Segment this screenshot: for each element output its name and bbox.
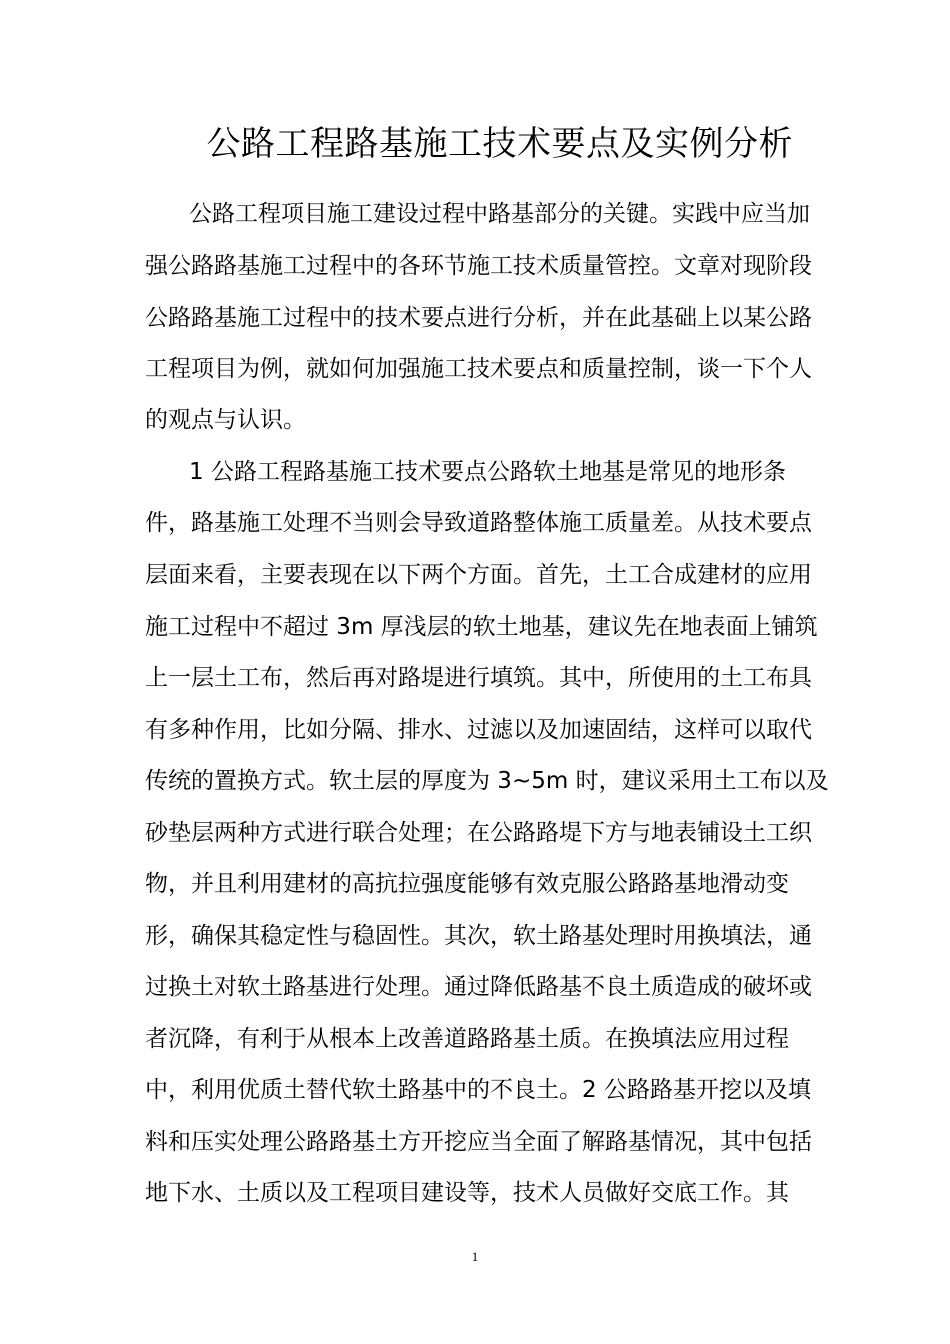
text-line: 施工过程中不超过 3m 厚浅层的软土地基，建议先在地表面上铺筑 — [145, 614, 818, 640]
text-line: 件，路基施工处理不当则会导致道路整体施工质量差。从技术要点 — [145, 510, 812, 536]
text-line: 的观点与认识。 — [145, 407, 306, 433]
text-line: 工程项目为例，就如何加强施工技术要点和质量控制，谈一下个人 — [145, 356, 812, 382]
text-line: 传统的置换方式。软土层的厚度为 3~5m 时，建议采用土工布以及 — [145, 768, 829, 794]
document-title: 公路工程路基施工技术要点及实例分析 — [206, 124, 793, 164]
text-line: 公路路基施工过程中的技术要点进行分析，并在此基础上以某公路 — [145, 305, 812, 331]
text-line: 强公路路基施工过程中的各环节施工技术质量管控。文章对现阶段 — [145, 253, 812, 279]
text-line: 形，确保其稳定性与稳固性。其次，软土路基处理时用换填法，通 — [145, 923, 812, 949]
text-line: 中，利用优质土替代软土路基中的不良土。2 公路路基开挖以及填 — [145, 1077, 811, 1103]
text-line: 1 公路工程路基施工技术要点公路软土地基是常见的地形条 — [189, 459, 786, 485]
text-line: 砂垫层两种方式进行联合处理；在公路路堤下方与地表铺设土工织 — [145, 820, 812, 846]
text-line: 物，并且利用建材的高抗拉强度能够有效克服公路路基地滑动变 — [145, 871, 789, 897]
text-line: 层面来看，主要表现在以下两个方面。首先，土工合成建材的应用 — [145, 562, 812, 588]
page-number: 1 — [471, 1249, 479, 1264]
text-line: 公路工程项目施工建设过程中路基部分的关键。实践中应当加 — [189, 201, 810, 227]
text-line: 过换土对软土路基进行处理。通过降低路基不良土质造成的破坏或 — [145, 974, 812, 1000]
text-line: 有多种作用，比如分隔、排水、过滤以及加速固结，这样可以取代 — [145, 717, 812, 743]
text-line: 地下水、土质以及工程项目建设等，技术人员做好交底工作。其 — [145, 1180, 789, 1206]
text-line: 料和压实处理公路路基土方开挖应当全面了解路基情况，其中包括 — [145, 1129, 812, 1155]
text-line: 上一层土工布，然后再对路堤进行填筑。其中，所使用的土工布具 — [145, 665, 812, 691]
text-line: 者沉降，有利于从根本上改善道路路基土质。在换填法应用过程 — [145, 1026, 789, 1052]
